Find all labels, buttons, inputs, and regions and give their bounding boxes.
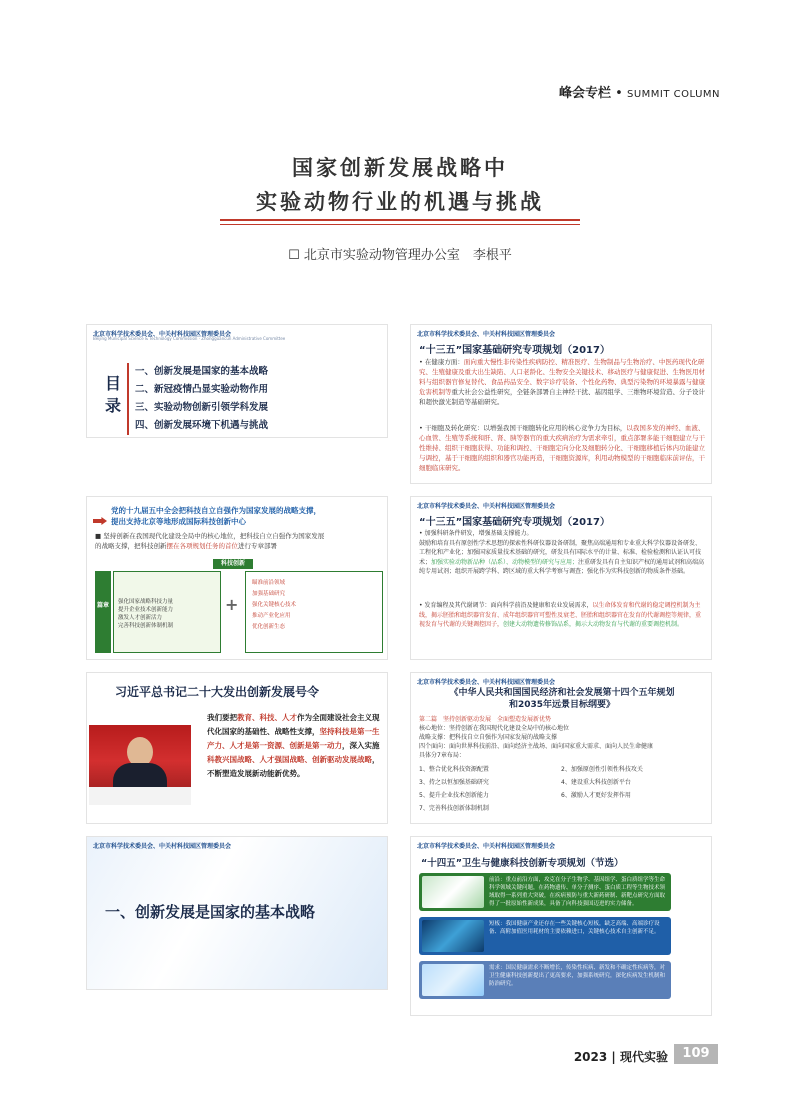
frontier-text: 前沿：重点前沿方面，攻克在分子生物学、基因组学、蛋白质组学等生命科学领域关键问题，在药物遗传、单分子测序、蛋白质工程等生物技术领域取得一系列重大突破，在疾病预防与重大新药研制、新靶点研究方面取得了一批原始性新成果，具备了向科技强国迈进的实力储备。 — [489, 877, 666, 907]
frontier-box — [419, 873, 671, 911]
article-author: ☐ 北京市实验动物管理办公室 李根平 — [288, 248, 512, 263]
chapter-list-left: 1、整合优化科技资源配置 3、持之以恒加强基础研究 5、提升企业技术创新能力 7、完善科技创新体制机制 — [419, 766, 489, 812]
chapter-label-box — [95, 571, 111, 653]
slide-table-of-contents — [86, 324, 388, 438]
toc-item: 四、创新发展环境下机遇与挑战 — [135, 420, 269, 431]
page-number: 109 — [674, 1044, 718, 1064]
slide-section-title — [86, 836, 388, 990]
slide-title: 《中华人民共和国国民经济和社会发展第十四个五年规划 和2035年远景目标纲要》 — [449, 688, 675, 710]
toc-heading: 目录 — [105, 374, 122, 415]
left-green-box — [113, 571, 221, 653]
article-title-line2: 实验动物行业的机遇与挑战 — [256, 190, 544, 214]
column-separator: • — [615, 86, 623, 101]
slide-paragraph: • 发育编程及其代谢调节：面向科学前沿及健康和农业发展需求，以生命体发育和代谢的稳定调控机制为主线，揭示胚胎和组织器官发育、成年组织器官可塑性及衰老、胚胎和组织器官在发育的代谢调控等规律，重视发育与代谢的关键调控因子，创建大动物遗传修饰品系，揭示大动物发育与代谢的重要调控机制。 — [419, 602, 702, 628]
footer-year: 2023 — [573, 1050, 608, 1064]
demand-text: 需求：国民健康需求不断增长，传染性疾病、新发和不确定性疾病等，对卫生健康科技创新提出了更高要求，加强系统研究，深化疾病发生机制和防治研究。 — [489, 965, 666, 987]
footer-separator: | — [611, 1050, 616, 1064]
box-heading: 科技创新 — [213, 559, 253, 569]
footer-magazine: 现代实验 — [619, 1050, 668, 1064]
slide-org: 北京市科学技术委员会、中关村科技园区管理委员会 — [417, 843, 556, 850]
slide-paragraph: • 干细胞及转化研究：以增强我国干细胞转化应用的核心竞争力为目标，以我国多发的神经、血液、心血管、生殖等系统和肝、肾、胰等器官的重大疾病治疗为需求牵引，重点部署多能干细胞建立与干性维持、组织干细胞获得、功能和调控、干细胞定向分化及细胞转分化、干细胞移植后体内功能建立与调控，基于干细胞的组织和器官功能再造，干细胞资源库，利用动物模型的干细胞临床前评估，干细胞临床研究。 — [419, 424, 705, 472]
chapter-list-right: 2、加强原创性引领性科技攻关 4、建设重大科技创新平台 6、激励人才更好发挥作用 — [561, 766, 643, 799]
shortcoming-box — [419, 917, 671, 955]
podium-desk — [89, 787, 191, 805]
demand-box — [419, 961, 671, 999]
section-heading: 一、创新发展是国家的基本战略 — [105, 903, 316, 921]
slide-health-tech-plan — [410, 836, 712, 1016]
column-title-en: SUMMIT COLUMN — [626, 89, 720, 100]
plus-sign: + — [225, 595, 239, 614]
slide-org: 北京市科学技术委员会、中关村科技园区管理委员会 — [417, 503, 556, 510]
slide-org: 北京市科学技术委员会、中关村科技园区管理委员会 — [417, 679, 556, 686]
title-rule-top — [220, 219, 580, 221]
slide-title: “十四五”卫生与健康科技创新专项规划（节选） — [421, 858, 624, 869]
slide-title: 习近平总书记二十大发出创新发展号令 — [115, 685, 320, 699]
chapter-label: 篇章 — [96, 602, 109, 609]
right-box-list: 瞄准前沿领域 加强基础研究 强化关键核心技术 推动产业化应用 优化创新生态 — [252, 580, 297, 630]
toc-item: 二、新冠疫情凸显实验动物作用 — [135, 384, 269, 395]
quote-text: 我们要把教育、科技、人才作为全面建设社会主义现代化国家的基础性、战略性支撑，坚持科技是第一生产力、人才是第一资源、创新是第一动力，深入实施科教兴国战略、人才强国战略、创新驱动发展战略，不断塑造发展新动能新优势。 — [207, 713, 380, 778]
column-title-cn: 峰会专栏 — [559, 86, 612, 101]
footer-issue — [574, 1048, 668, 1065]
column-header — [559, 82, 720, 101]
slide-org: 北京市科学技术委员会、中关村科技园区管理委员会 — [93, 331, 232, 338]
slide-basic-research-plan — [410, 324, 712, 484]
slide-paragraph: • 在健康方面：面向重大慢性非传染性疾病防控、精准医疗、生物制品与生物治疗、中医药现代化研究、生殖健康及重大出生缺陷、人口老龄化、生物安全关键技术、移动医疗与健康促进、生物医用材料与组织器官修复替代、食品药品安全、数字诊疗装备、个性化药物、典型污染物的环境暴露与健康危害机制等重大社会公益性研究，全链条部署自主神经干扰、基因组学、三维物环境营造、分子设计和超快激光制造等基础研究。 — [419, 358, 705, 406]
slide-org: 北京市科学技术委员会、中关村科技园区管理委员会 — [417, 331, 556, 338]
toc-divider — [127, 363, 129, 435]
slide-headline: 党的十九届五中全会把科技自立自强作为国家发展的战略支撑， 提出支持北京等地形成国际科技创新中心 — [111, 506, 321, 526]
slide-14th-five-year-plan — [410, 672, 712, 824]
slide-org-en: Beijing Municipal Science & Technology Commission · Zhongguancun Administrative Committee — [93, 336, 286, 341]
toc-item: 一、创新发展是国家的基本战略 — [135, 366, 269, 377]
slide-title: “十三五”国家基础研究专项规划（2017） — [419, 517, 610, 528]
slide-title: “十三五”国家基础研究专项规划（2017） — [419, 345, 610, 356]
title-rule-bottom — [220, 224, 580, 225]
slide-org: 北京市科学技术委员会、中关村科技园区管理委员会 — [93, 843, 232, 850]
slide-basic-research-plan-2 — [410, 496, 712, 660]
slide-20th-congress — [86, 672, 388, 824]
slide-paragraph: • 加强科研条件研发，增强基础支撑能力。 鼓励和培育具有原创性学术思想的探索性科研仪器设备研制，聚焦高端通用和专业重大科学仪器设备研发、工程化和产业化；加强国家质量技术基础的研究，研发具有国际水平的计量、标准、检验检测和认证认可技术；加强实验动物新品种（品系）、动物模型的研究与应用；注重研发具有自主知识产权的通用试剂和高端高纯专用试剂；组织开展跨学科、跨区域的重大科学考察与调查；强化作为实科技创新的物质条件基础。 — [419, 530, 705, 575]
health-image — [422, 964, 484, 996]
left-box-list: 强化国家战略科技力量 提升企业技术创新能力 激发人才创新活力 完善科技创新体制机制 — [118, 599, 174, 629]
slide-bullet: ■ 坚持创新在我国现代化建设全局中的核心地位，把科技自立自强作为国家发展 的战略支撑，把科技创新摆在各项规划任务的首位进行专章部署 — [95, 532, 325, 550]
lab-image — [422, 876, 484, 908]
article-title-line1: 国家创新发展战略中 — [292, 156, 508, 180]
toc-item: 三、实验动物创新引领学科发展 — [135, 402, 269, 413]
molecule-image — [422, 920, 484, 952]
speaker-photo — [89, 725, 191, 805]
slide-fifth-plenum — [86, 496, 388, 660]
plan-details: 第二篇 坚持创新驱动发展 全面塑造发展新优势 核心地位：坚持创新在我国现代化建设全局中的核心地位 战略支撑：把科技自立自强作为国家发展的战略支撑 四个面向：面向世界科技前沿、面向经济主战场、面向国家重大需求、面向人民生命健康 具体分7章布局： — [419, 716, 654, 759]
right-green-box — [245, 571, 383, 653]
shortcoming-text: 短板：我国健康产业还存在一些关键核心短板，缺乏高端、高端诊疗设备、高附加值医用耗材的主要依赖进口，关键核心技术自主创新不足。 — [489, 921, 660, 935]
arrow-icon — [93, 517, 107, 525]
